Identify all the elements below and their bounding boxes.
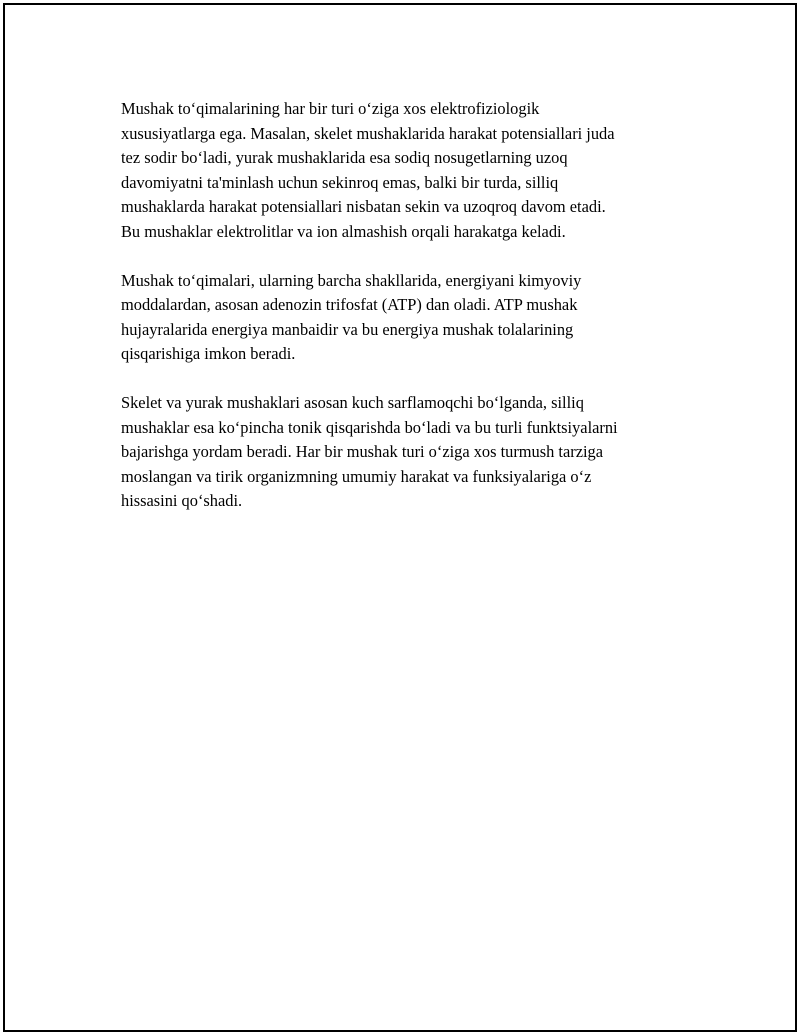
- text-line: qisqarishiga imkon beradi.: [121, 344, 296, 363]
- text-line: Mushak to‘qimalari, ularning barcha shakllarida, energiyani kimyoviy: [121, 270, 582, 290]
- text-line: Bu mushaklar elektrolitlar va ion almashish orqali harakatga keladi.: [121, 221, 566, 241]
- text-line: xususiyatlarga ega. Masalan, skelet mushaklarida harakat potensiallari juda: [121, 123, 615, 143]
- text-line: moslangan va tirik organizmning umumiy harakat va funksiyalariga o‘z: [121, 466, 592, 486]
- text-line: moddalardan, asosan adenozin trifosfat (ATP) dan oladi. ATP mushak: [121, 295, 578, 314]
- document-body: [121, 97, 701, 538]
- text-line: Skelet va yurak mushaklari asosan kuch sarflamoqchi bo‘lganda, silliq: [121, 393, 584, 412]
- text-line: bajarishga yordam beradi. Har bir mushak turi o‘ziga xos turmush tarziga: [121, 442, 604, 461]
- text-line: davomiyatni ta'minlash uchun sekinroq emas, balki bir turda, silliq: [121, 172, 559, 192]
- text-line: tez sodir bo‘ladi, yurak mushaklarida esa sodiq nosugetlarning uzoq: [121, 148, 568, 167]
- document-page: [3, 3, 797, 1032]
- paragraph-2: [121, 269, 701, 367]
- paragraph-1: [121, 97, 701, 244]
- text-line: hujayralarida energiya manbaidir va bu energiya mushak tolalarining: [121, 319, 574, 339]
- text-line: hissasini qo‘shadi.: [121, 491, 243, 510]
- text-line: mushaklar esa ko‘pincha tonik qisqarishda bo‘ladi va bu turli funktsiyalarni: [121, 417, 618, 437]
- text-line: mushaklarda harakat potensiallari nisbatan sekin va uzoqroq davom etadi.: [121, 197, 606, 216]
- text-line: Mushak to‘qimalarining har bir turi o‘ziga xos elektrofiziologik: [121, 99, 540, 118]
- paragraph-3: [121, 391, 701, 514]
